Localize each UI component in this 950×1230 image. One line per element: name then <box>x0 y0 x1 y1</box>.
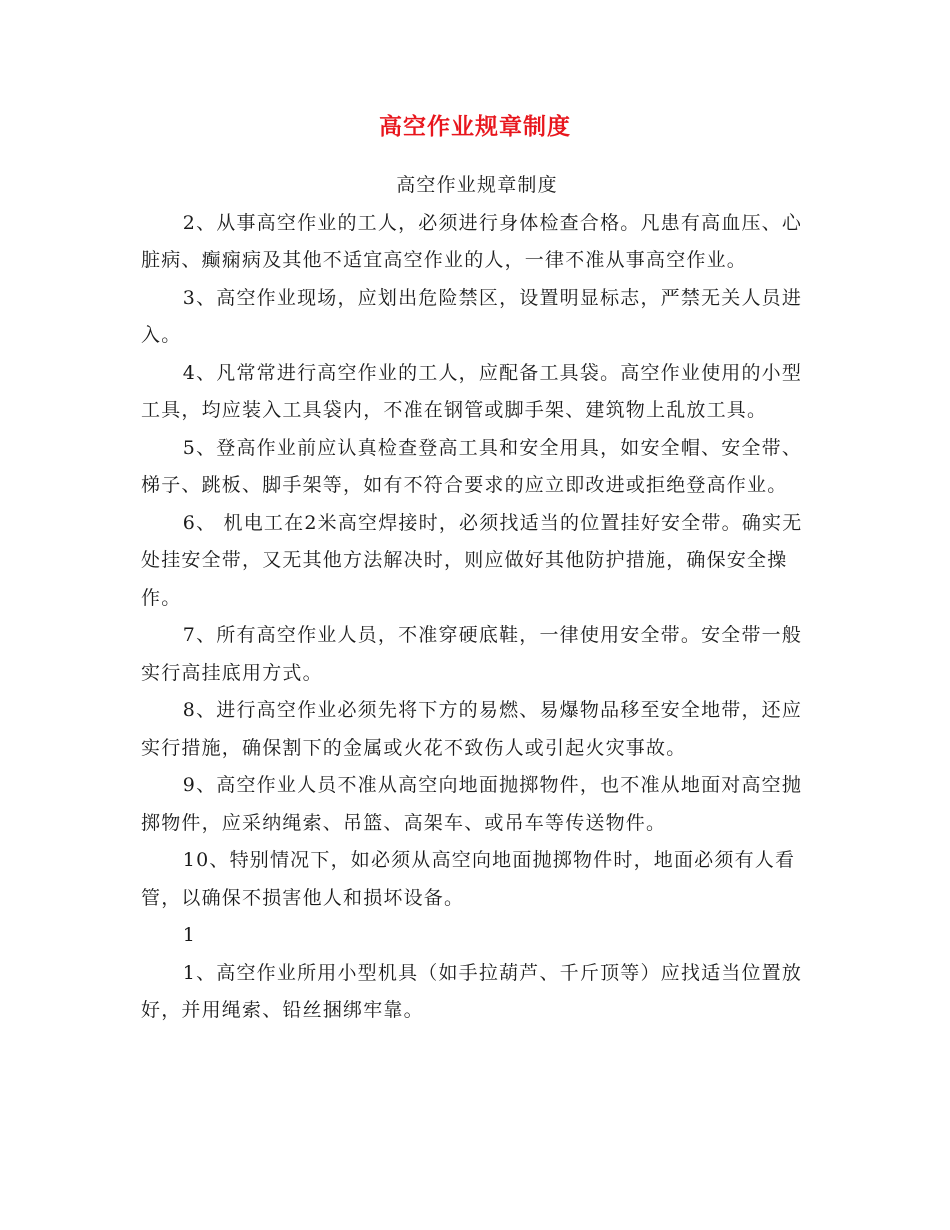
paragraph-rule-2: 2、从事高空作业的工人，必须进行身体检查合格。凡患有高血压、心脏病、癫痫病及其他不适宜高空作业的人，一律不准从事高空作业。 <box>141 211 803 271</box>
paragraph-rule-8: 8、进行高空作业必须先将下方的易燃、易爆物品移至安全地带，还应实行措施，确保割下的金属或火花不致伤人或引起火灾事故。 <box>141 699 803 759</box>
document-body <box>141 167 813 1030</box>
paragraph-rule-4: 4、凡常常进行高空作业的工人，应配备工具袋。高空作业使用的小型工具，均应装入工具袋内，不准在钢管或脚手架、建筑物上乱放工具。 <box>141 361 803 421</box>
paragraph-rule-10: 10、特别情况下，如必须从高空向地面抛掷物件时，地面必须有人看管，以确保不损害他人和损坏设备。 <box>141 849 796 909</box>
paragraph-rule-3: 3、高空作业现场，应划出危险禁区，设置明显标志，严禁无关人员进入。 <box>141 286 803 346</box>
document-title: 高空作业规章制度 <box>379 114 571 140</box>
document-subtitle: 高空作业规章制度 <box>396 174 558 196</box>
paragraph-rule-1: 1、高空作业所用小型机具（如手拉葫芦、千斤顶等）应找适当位置放好，并用绳索、铅丝捆绑牢靠。 <box>141 961 803 1021</box>
paragraph-rule-5: 5、登高作业前应认真检查登高工具和安全用具，如安全帽、安全带、梯子、跳板、脚手架等，如有不符合要求的应立即改进或拒绝登高作业。 <box>141 436 803 496</box>
paragraph-rule-7: 7、所有高空作业人员，不准穿硬底鞋，一律使用安全带。安全带一般实行高挂底用方式。 <box>141 624 803 684</box>
page-number: 1 <box>182 924 197 946</box>
paragraph-rule-9: 9、高空作业人员不准从高空向地面抛掷物件，也不准从地面对高空抛掷物件，应采纳绳索、吊篮、高架车、或吊车等传送物件。 <box>141 774 803 834</box>
paragraph-rule-6: 6、 机电工在2米高空焊接时，必须找适当的位置挂好安全带。确实无处挂安全带，又无其他方法解决时，则应做好其他防护措施，确保安全操作。 <box>141 511 803 609</box>
